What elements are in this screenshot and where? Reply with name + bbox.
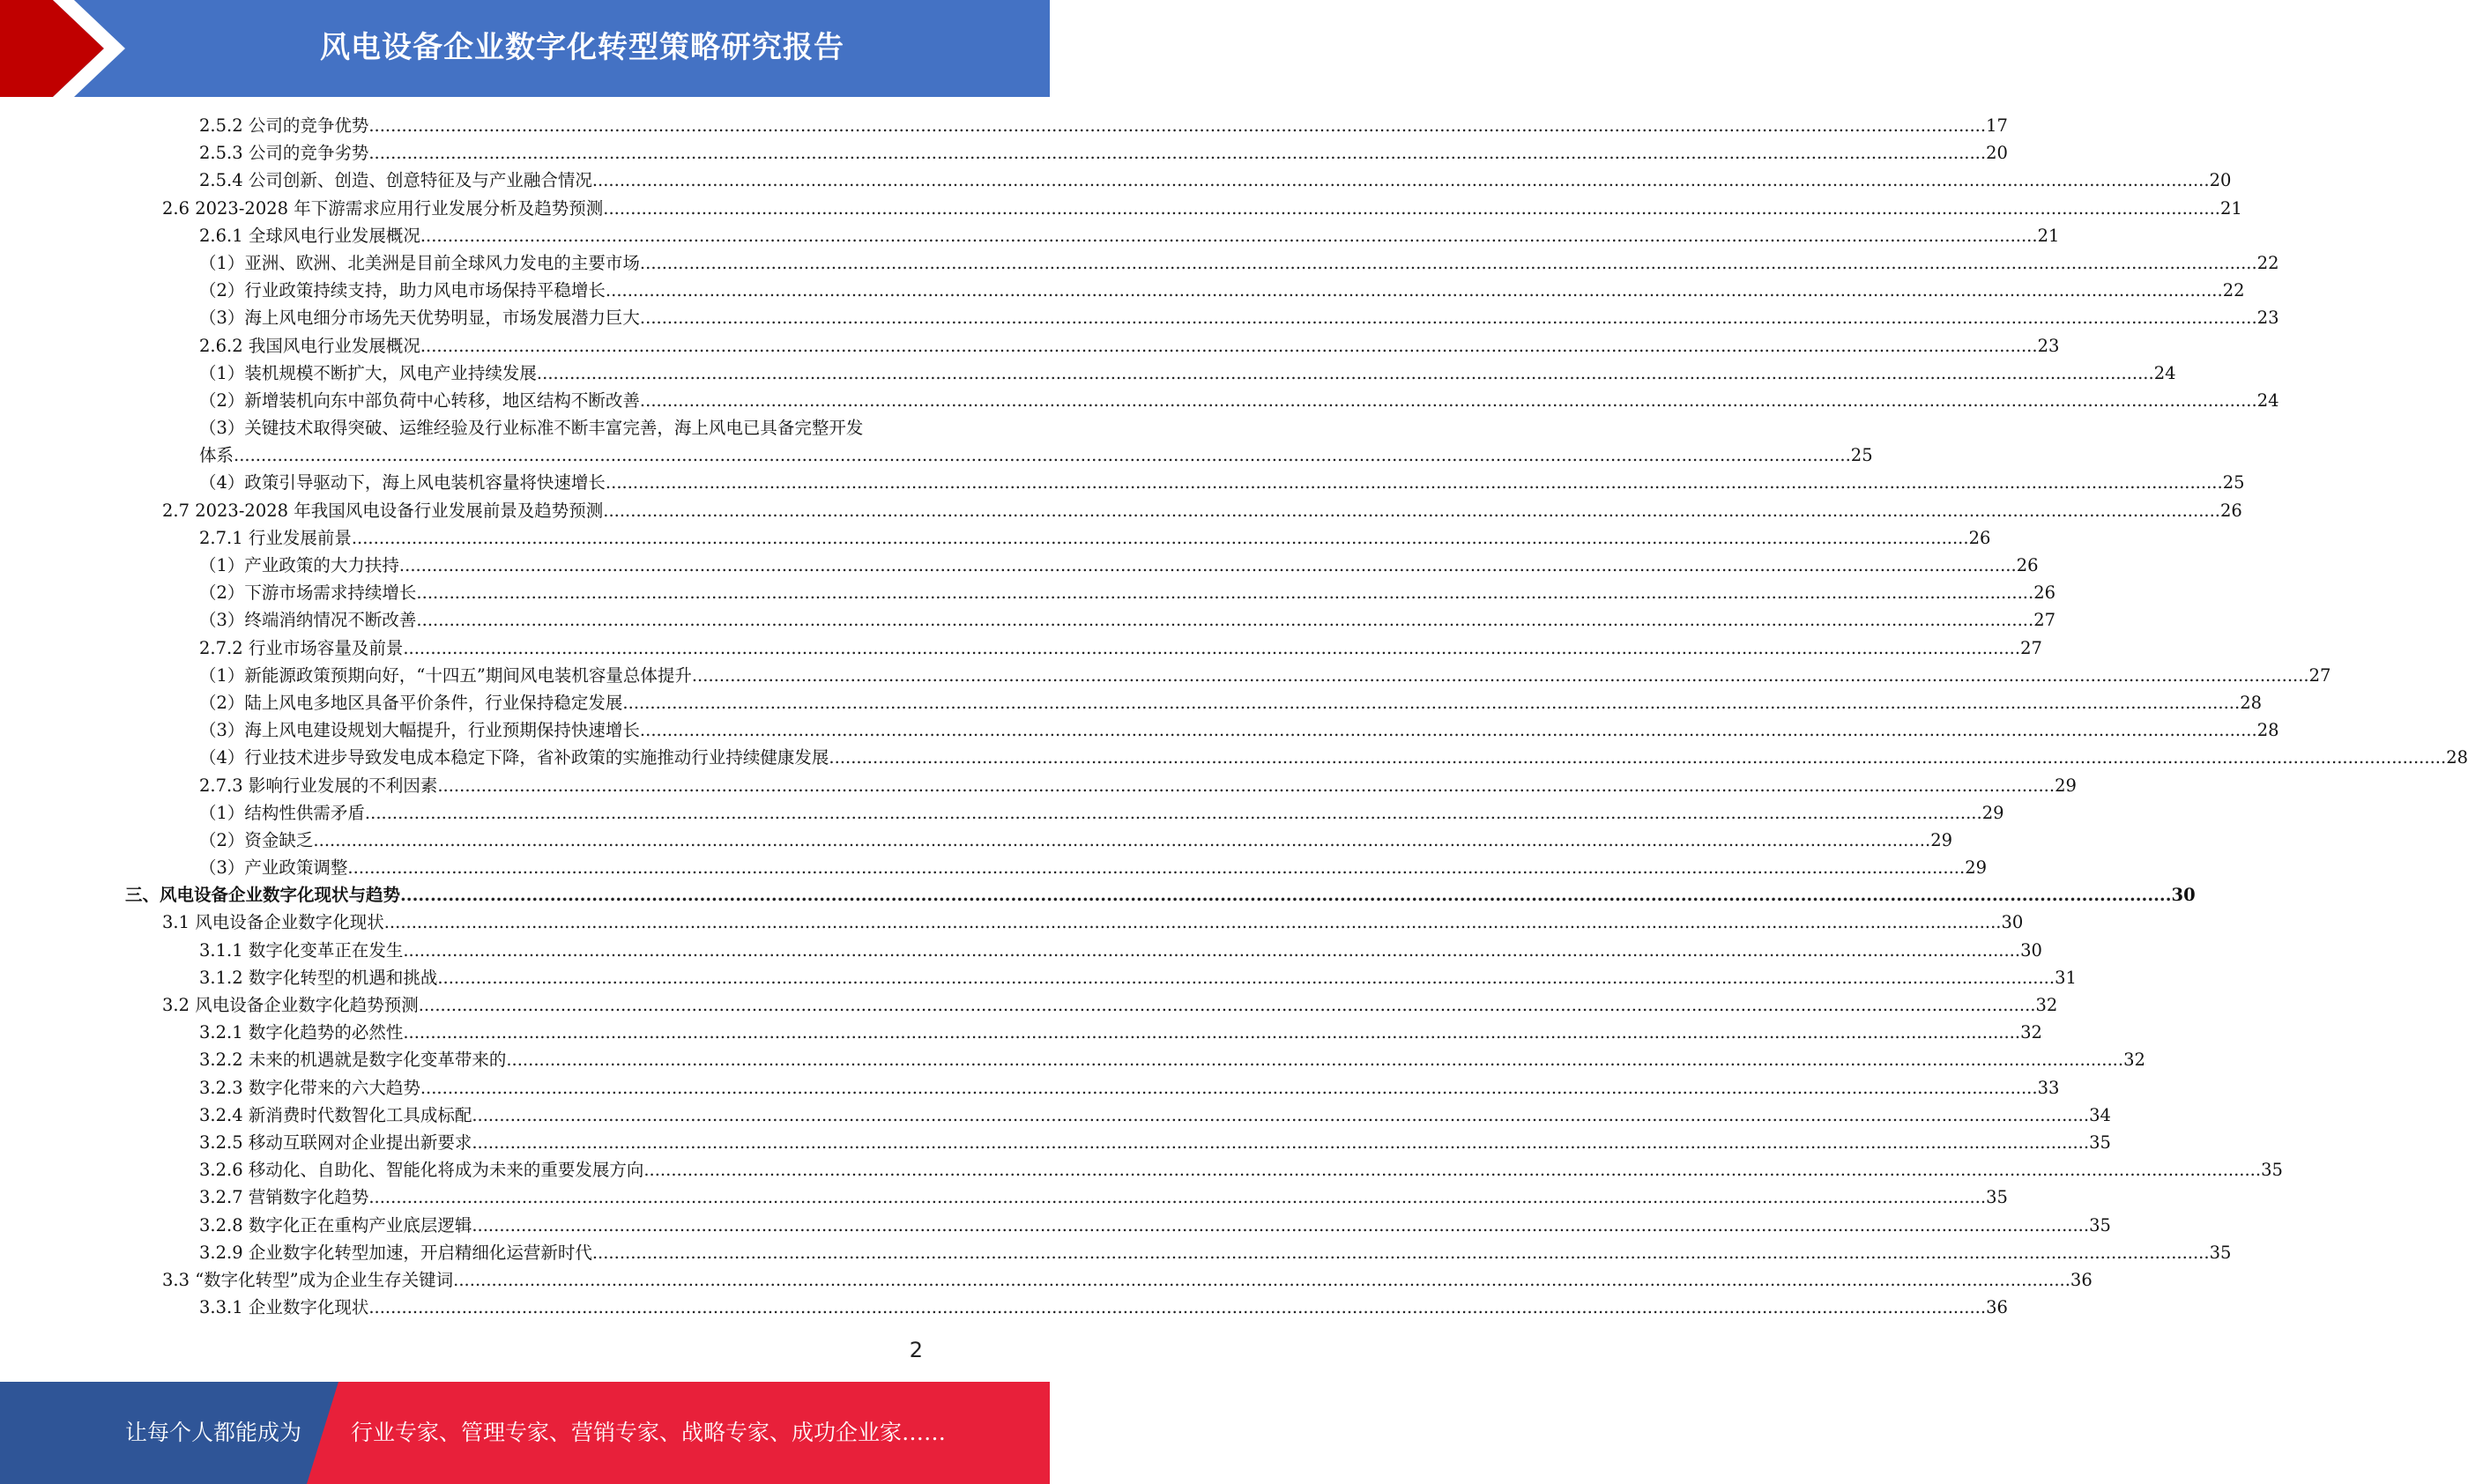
toc-entry-page: 21 <box>2037 225 2060 246</box>
toc-entry-title: 3.2.5 移动互联网对企业提出新要求 <box>199 1132 472 1153</box>
toc-entry[interactable] <box>0 524 1991 552</box>
toc-entry-page: 35 <box>2089 1132 2111 1153</box>
toc-entry-title: 2.5.4 公司创新、创造、创意特征及与产业融合情况 <box>199 170 592 191</box>
toc-entry-title: 2.7.3 影响行业发展的不利因素 <box>199 775 438 796</box>
toc-entry[interactable] <box>0 304 2279 331</box>
toc-leader-dots <box>352 524 1969 552</box>
toc-entry-title: 2.6.1 全球风电行业发展概况 <box>199 225 420 246</box>
toc-entry-title: （2）陆上风电多地区具备平价条件，行业保持稳定发展 <box>199 692 623 713</box>
toc-entry-title: （4）行业技术进步导致发电成本稳定下降，省补政策的实施推动行业持续健康发展 <box>199 747 829 768</box>
toc-entry-page: 29 <box>1981 802 2004 823</box>
toc-entry-page: 32 <box>2123 1050 2145 1071</box>
toc-leader-dots <box>419 991 2036 1019</box>
toc-entry[interactable] <box>0 579 2056 606</box>
toc-leader-dots <box>692 662 2309 689</box>
toc-entry-title: （3）产业政策调整 <box>199 857 348 879</box>
toc-entry-title: 3.2.2 未来的机遇就是数字化变革带来的 <box>199 1050 507 1071</box>
toc-leader-dots <box>640 249 2257 277</box>
footer-slogan-right: 行业专家、管理专家、营销专家、战略专家、成功企业家…… <box>351 1420 947 1445</box>
toc-entry-page: 22 <box>2222 280 2245 301</box>
toc-entry-page: 26 <box>2220 500 2242 521</box>
toc-entry[interactable] <box>0 881 2196 909</box>
toc-entry-page: 28 <box>2240 692 2263 713</box>
toc-entry-title: 2.6 2023-2028 年下游需求应用行业发展分析及趋势预测 <box>162 197 604 219</box>
toc-leader-dots <box>437 772 2055 799</box>
toc-entry-title-continued: 体系 <box>199 445 234 466</box>
toc-entry[interactable] <box>0 332 2060 360</box>
toc-leader-dots <box>606 469 2223 496</box>
toc-entry-page: 20 <box>1986 143 2008 164</box>
toc-entry-page: 24 <box>2153 362 2176 383</box>
toc-entry-title: （2）资金缺乏 <box>199 829 314 850</box>
toc-entry[interactable] <box>0 772 2077 799</box>
toc-entry-page: 28 <box>2446 747 2468 768</box>
toc-entry-title: （2）下游市场需求持续增长 <box>199 582 417 604</box>
toc-leader-dots <box>603 195 2220 222</box>
toc-entry-title: 2.7 2023-2028 年我国风电设备行业发展前景及趋势预测 <box>162 500 604 521</box>
toc-entry-title: （1）结构性供需矛盾 <box>199 802 365 823</box>
toc-entry-page: 36 <box>1986 1297 2008 1318</box>
toc-entry[interactable] <box>0 1046 2145 1073</box>
toc-entry-page: 34 <box>2089 1104 2111 1125</box>
toc-leader-dots <box>420 1074 2038 1102</box>
toc-leader-dots <box>640 716 2257 744</box>
toc-leader-dots <box>472 1212 2089 1239</box>
toc-entry[interactable] <box>0 1212 2111 1239</box>
toc-entry[interactable] <box>0 1129 2111 1156</box>
toc-entry-title: （3）海上风电细分市场先天优势明显，市场发展潜力巨大 <box>199 308 640 329</box>
toc-entry[interactable] <box>0 1156 2283 1183</box>
table-of-contents <box>0 112 2468 1321</box>
toc-entry-page: 17 <box>1986 115 2008 136</box>
toc-entry[interactable] <box>0 195 2242 222</box>
toc-leader-dots <box>640 387 2257 414</box>
toc-entry[interactable] <box>0 497 2242 524</box>
toc-entry-page: 32 <box>2035 995 2058 1016</box>
toc-entry-page: 21 <box>2220 197 2242 219</box>
toc-entry[interactable] <box>0 277 2245 304</box>
toc-entry-title: 2.5.2 公司的竞争优势 <box>199 115 369 136</box>
toc-entry-title: 3.3.1 企业数字化现状 <box>199 1297 369 1318</box>
toc-entry[interactable] <box>0 414 1873 469</box>
toc-entry-page: 27 <box>2033 610 2056 631</box>
toc-leader-dots <box>403 634 2020 662</box>
toc-entry-title: 2.7.2 行业市场容量及前景 <box>199 637 404 658</box>
toc-leader-dots <box>420 222 2038 249</box>
toc-leader-dots <box>592 167 2210 194</box>
toc-leader-dots <box>416 579 2033 606</box>
toc-entry[interactable] <box>0 167 2232 194</box>
toc-entry-title: 三、风电设备企业数字化现状与趋势 <box>125 885 401 906</box>
toc-entry-page: 35 <box>2089 1214 2111 1235</box>
toc-entry[interactable] <box>0 1266 2093 1294</box>
toc-entry-page: 31 <box>2055 967 2077 988</box>
page-header <box>0 0 1050 97</box>
toc-entry-title: 3.2.9 企业数字化转型加速，开启精细化运营新时代 <box>199 1242 592 1263</box>
toc-entry-page: 26 <box>2016 555 2039 576</box>
toc-entry-page: 20 <box>2209 170 2232 191</box>
toc-entry-page: 30 <box>2171 885 2196 906</box>
toc-entry[interactable] <box>0 964 2077 991</box>
toc-entry[interactable] <box>0 606 2056 634</box>
toc-entry[interactable] <box>0 112 2008 139</box>
toc-leader-dots <box>420 332 2038 360</box>
page-number: 2 <box>909 1338 923 1362</box>
toc-entry[interactable] <box>0 689 2263 716</box>
toc-entry-page: 29 <box>1965 857 1988 879</box>
toc-entry-title: （1）新能源政策预期向好，“十四五”期间风电装机容量总体提升 <box>199 664 692 686</box>
toc-entry-page: 22 <box>2256 252 2279 273</box>
toc-entry[interactable] <box>0 360 2176 387</box>
toc-entry-page: 29 <box>2055 775 2077 796</box>
toc-entry[interactable] <box>0 662 2331 689</box>
toc-leader-dots <box>506 1046 2123 1073</box>
toc-leader-dots <box>365 799 1982 827</box>
toc-entry-title: 3.2.8 数字化正在重构产业底层逻辑 <box>199 1214 472 1235</box>
toc-entry-title: 3.2.7 营销数字化趋势 <box>199 1187 369 1208</box>
toc-entry[interactable] <box>0 799 2004 827</box>
toc-entry[interactable] <box>0 909 2024 936</box>
toc-entry[interactable] <box>0 1183 2008 1211</box>
toc-leader-dots <box>368 112 1986 139</box>
page-footer <box>0 1382 1050 1484</box>
toc-leader-dots <box>829 744 2446 771</box>
toc-entry-title: （2）新增装机向东中部负荷中心转移，地区结构不断改善 <box>199 390 640 411</box>
toc-entry-page: 29 <box>1930 829 1953 850</box>
toc-entry-title: 3.1 风电设备企业数字化现状 <box>162 912 384 933</box>
toc-entry-page: 35 <box>1986 1187 2008 1208</box>
toc-entry-title: 3.2.6 移动化、自助化、智能化将成为未来的重要发展方向 <box>199 1160 644 1181</box>
toc-entry[interactable] <box>0 991 2058 1019</box>
toc-entry[interactable] <box>0 1019 2042 1046</box>
toc-entry-title: 3.2 风电设备企业数字化趋势预测 <box>162 995 419 1016</box>
toc-entry[interactable] <box>0 634 2042 662</box>
toc-entry-page: 26 <box>1968 527 1991 548</box>
toc-entry-title: 2.5.3 公司的竞争劣势 <box>199 143 369 164</box>
toc-leader-dots <box>537 360 2154 387</box>
toc-leader-dots <box>472 1129 2089 1156</box>
toc-entry[interactable] <box>0 744 2468 771</box>
toc-entry[interactable] <box>0 552 2039 579</box>
toc-entry-title: 3.3 “数字化转型”成为企业生存关键词 <box>162 1269 454 1290</box>
toc-leader-dots <box>606 277 2223 304</box>
toc-leader-dots <box>368 1294 1986 1321</box>
toc-entry-page: 30 <box>2001 912 2024 933</box>
toc-leader-dots <box>313 827 1930 854</box>
toc-entry-page: 23 <box>2256 308 2279 329</box>
toc-leader-dots <box>384 909 2002 936</box>
toc-leader-dots <box>347 854 1965 881</box>
toc-entry-page: 35 <box>2261 1160 2283 1181</box>
footer-slogan-left: 让每个人都能成为 <box>125 1420 302 1445</box>
toc-leader-dots <box>416 606 2033 634</box>
toc-leader-dots <box>368 139 1986 167</box>
report-title: 风电设备企业数字化转型策略研究报告 <box>320 30 844 65</box>
toc-entry-title: 3.2.4 新消费时代数智化工具成标配 <box>199 1104 472 1125</box>
toc-leader-dots <box>603 497 2220 524</box>
toc-entry-title: 2.7.1 行业发展前景 <box>199 527 352 548</box>
toc-entry-page: 26 <box>2033 582 2056 604</box>
toc-entry-title: （3）关键技术取得突破、运维经验及行业标准不断丰富完善，海上风电已具备完整开发 <box>199 418 864 439</box>
toc-entry-title: （1）产业政策的大力扶持 <box>199 555 399 576</box>
toc-entry-page: 23 <box>2037 335 2060 356</box>
toc-entry[interactable] <box>0 937 2042 964</box>
toc-entry-title: 3.1.1 数字化变革正在发生 <box>199 939 404 961</box>
toc-entry-page: 30 <box>2020 939 2042 961</box>
toc-entry[interactable] <box>0 387 2279 414</box>
toc-leader-dots <box>622 689 2240 716</box>
toc-entry-page: 33 <box>2037 1077 2060 1098</box>
toc-leader-dots <box>472 1102 2089 1129</box>
toc-entry-page: 32 <box>2020 1022 2042 1043</box>
toc-entry[interactable] <box>0 854 1988 881</box>
toc-entry[interactable] <box>0 249 2279 277</box>
toc-entry-page: 36 <box>2070 1269 2093 1290</box>
toc-entry-title: （3）海上风电建设规划大幅提升，行业预期保持快速增长 <box>199 720 640 741</box>
toc-leader-dots <box>437 964 2055 991</box>
toc-entry-page: 28 <box>2256 720 2279 741</box>
toc-entry[interactable] <box>0 222 2060 249</box>
toc-leader-dots <box>400 881 2172 909</box>
toc-entry-title: （1）亚洲、欧洲、北美洲是目前全球风力发电的主要市场 <box>199 252 640 273</box>
toc-entry[interactable] <box>0 1074 2060 1102</box>
toc-leader-dots <box>403 937 2020 964</box>
toc-leader-dots <box>453 1266 2070 1294</box>
toc-entry-title: （2）行业政策持续支持，助力风电市场保持平稳增长 <box>199 280 606 301</box>
toc-entry-title: 3.2.3 数字化带来的六大趋势 <box>199 1077 420 1098</box>
toc-leader-dots <box>234 441 1851 469</box>
toc-entry-title: （4）政策引导驱动下，海上风电装机容量将快速增长 <box>199 472 606 493</box>
toc-entry-page: 35 <box>2209 1242 2232 1263</box>
toc-entry-page: 27 <box>2020 637 2042 658</box>
toc-entry[interactable] <box>0 827 1953 854</box>
toc-entry[interactable] <box>0 1239 2232 1266</box>
toc-leader-dots <box>640 304 2257 331</box>
toc-entry-page: 24 <box>2256 390 2279 411</box>
toc-entry[interactable] <box>0 139 2008 167</box>
toc-entry[interactable] <box>0 716 2279 744</box>
toc-entry-title: 3.2.1 数字化趋势的必然性 <box>199 1022 404 1043</box>
toc-entry-title: 2.6.2 我国风电行业发展概况 <box>199 335 420 356</box>
toc-entry-title: （1）装机规模不断扩大，风电产业持续发展 <box>199 362 537 383</box>
toc-leader-dots <box>643 1156 2261 1183</box>
toc-entry-page: 27 <box>2308 664 2331 686</box>
toc-leader-dots <box>368 1183 1986 1211</box>
toc-entry-title: 3.1.2 数字化转型的机遇和挑战 <box>199 967 438 988</box>
toc-entry[interactable] <box>0 469 2245 496</box>
toc-entry-page: 25 <box>2222 472 2245 493</box>
toc-entry-title: （3）终端消纳情况不断改善 <box>199 610 417 631</box>
toc-entry[interactable] <box>0 1294 2008 1321</box>
toc-entry-page: 25 <box>1850 445 1873 466</box>
toc-leader-dots <box>403 1019 2020 1046</box>
toc-leader-dots <box>592 1239 2210 1266</box>
toc-entry[interactable] <box>0 1102 2111 1129</box>
toc-leader-dots <box>399 552 2017 579</box>
